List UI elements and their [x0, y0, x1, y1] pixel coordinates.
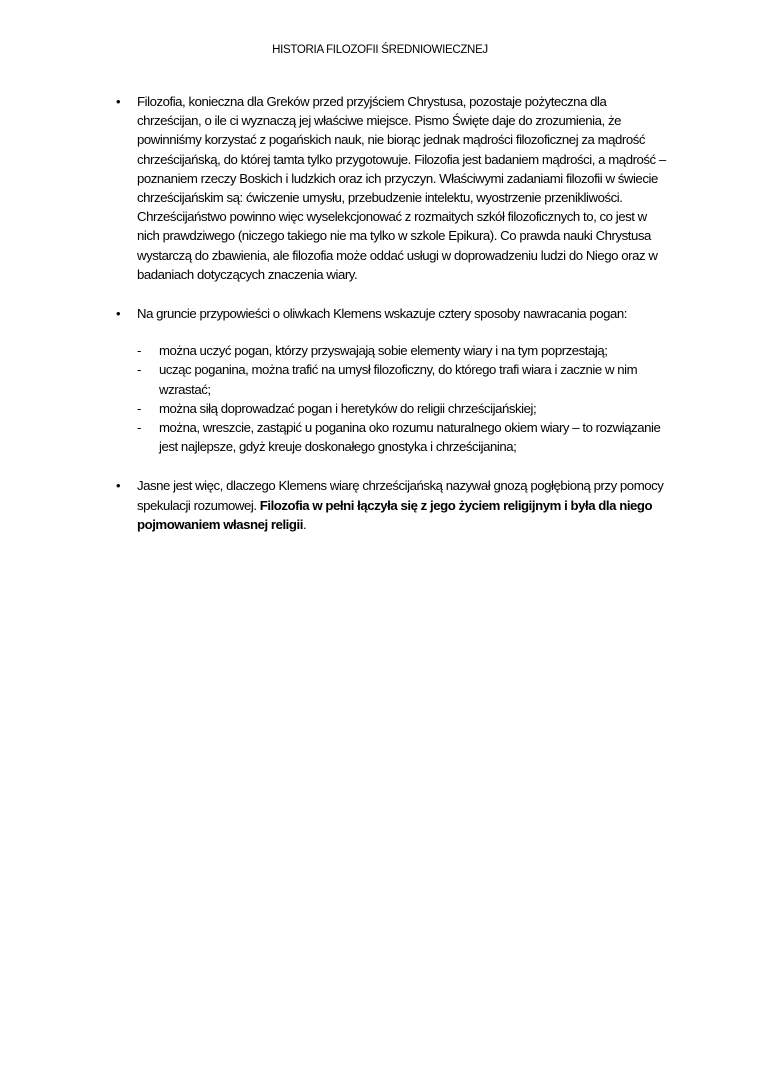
- dash-list: [137, 341, 667, 456]
- bullet-icon: •: [116, 94, 121, 109]
- dash-icon: -: [137, 400, 141, 416]
- dash-item: [137, 418, 667, 456]
- dash-item: [137, 360, 667, 398]
- bullet-text-bold: Filozofia w pełni łączyła się z jego życiem religijnym i była dla niego pojmowaniem własnej religii: [137, 497, 653, 532]
- page-header: HISTORIA FILOZOFII ŚREDNIOWIECZNEJ: [272, 44, 488, 56]
- bullet-item-3: [0, 476, 667, 534]
- bullet-icon: •: [116, 306, 121, 322]
- bullet-text-tail: .: [302, 516, 307, 532]
- bullet-item-2: [0, 304, 667, 456]
- bullet-text: Jasne jest więc, dlaczego Klemens wiarę chrześcijańską nazywał gnozą pogłębioną przy pomocy spekulacji rozumowej.: [137, 478, 664, 513]
- dash-item: [137, 341, 667, 360]
- bullet-text: Filozofia, konieczna dla Greków przed przyjściem Chrystusa, pozostaje pożyteczna dla chrześcijan, o ile ci wyznaczą jej właściwe miejsce. Pismo Święte daje do zrozumienia, że powinniśmy korzystać z pogańskich nauk, nie biorąc jednak mądrości filozoficznej za mądrość chrześcijańską, do której tamta tylko przygotowuje. Filozofia jest badaniem mądrości, a mądrość – poznaniem rzeczy Boskich i ludzkich oraz ich przyczyn. Właściwymi zadaniami filozofii w świecie chrześcijańskim są: ćwiczenie umysłu, przebudzenie intelektu, wyostrzenie przenikliwości. Chrześcijaństwo powinno więc wyselekcjonować z rozmaitych szkół filozoficznych to, co jest w nich prawdziwego (niczego takiego nie ma tylko w szkole Epikura). Co prawda nauki Chrystusa wystarczą do zbawienia, ale filozofia może oddać usługi w doprowadzeniu ludzi do Niego oraz w badaniach dotyczących znaczenia wiary.: [137, 94, 666, 282]
- dash-item: [137, 399, 667, 418]
- dash-text: można, wreszcie, zastąpić u poganina oko rozumu naturalnego okiem wiary – to rozwiązanie jest najlepsze, gdyż kreuje doskonałego gnostyka i chrześcijanina;: [159, 420, 661, 455]
- dash-text: można uczyć pogan, którzy przyswajają sobie elementy wiary i na tym poprzestają;: [159, 343, 608, 359]
- bullet-list: [0, 92, 760, 554]
- bullet-text: Na gruncie przypowieści o oliwkach Klemens wskazuje cztery sposoby nawracania pogan:: [137, 306, 627, 322]
- bullet-item-1: [0, 92, 667, 284]
- bullet-icon: •: [116, 478, 121, 494]
- dash-text: można siłą doprowadzać pogan i heretyków do religii chrześcijańskiej;: [159, 400, 537, 416]
- dash-text: ucząc poganina, można trafić na umysł filozoficzny, do którego trafi wiara i zacznie w nim wzrastać;: [159, 362, 638, 397]
- dash-icon: -: [137, 420, 141, 436]
- dash-icon: -: [137, 343, 141, 359]
- dash-icon: -: [137, 362, 141, 378]
